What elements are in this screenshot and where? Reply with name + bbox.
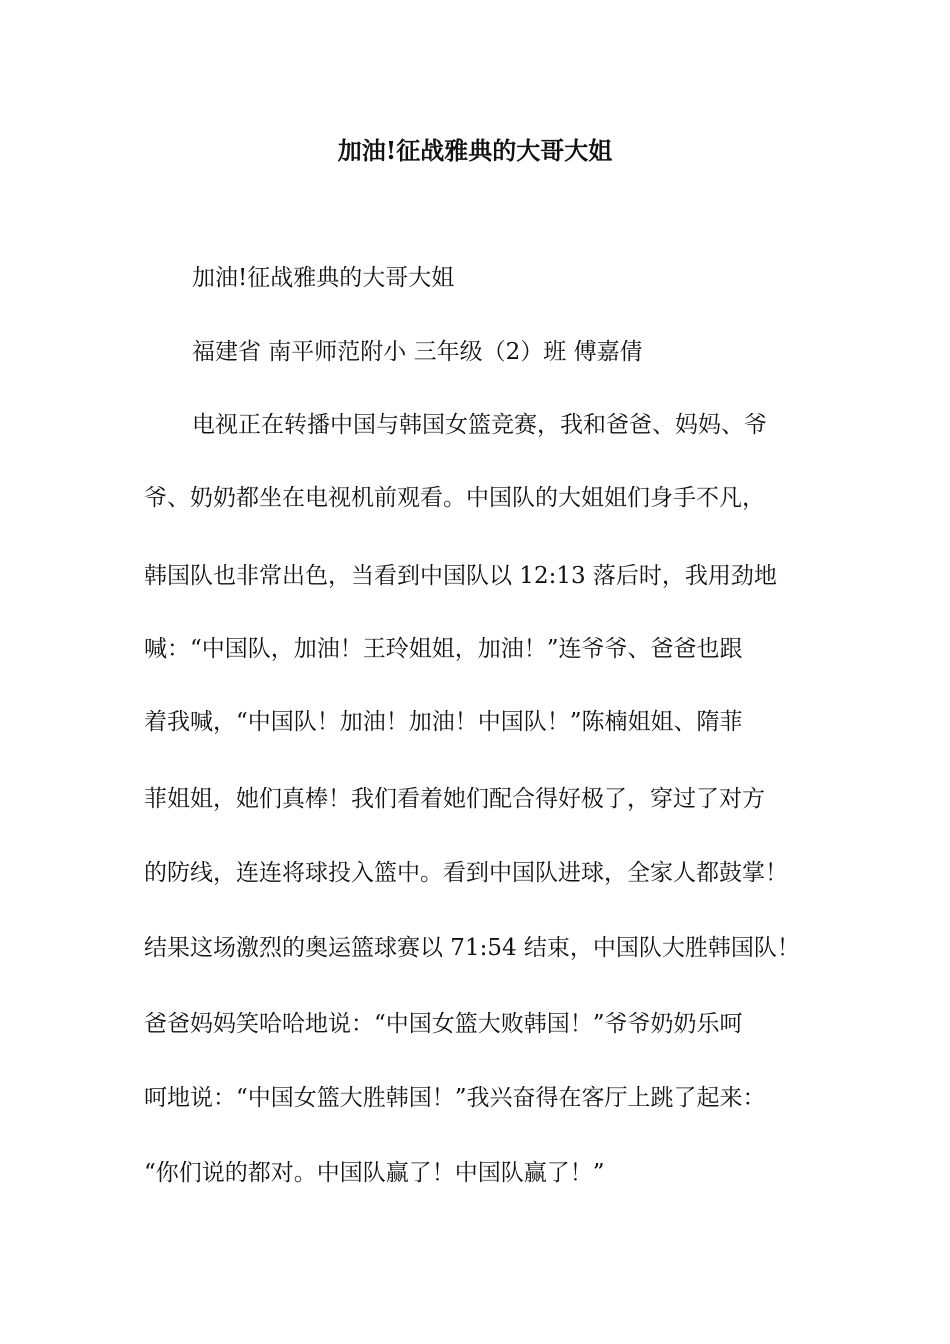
body-line: 呵地说：“中国女篮大胜韩国！”我兴奋得在客厅上跳了起来： [144,1085,766,1111]
body-line: 着我喊，“中国队！加油！加油！中国队！”陈楠姐姐、隋菲 [144,709,743,735]
body-line: “你们说的都对。中国队赢了！中国队赢了！” [144,1160,605,1186]
document-subtitle: 加油!征战雅典的大哥大姐 [192,265,455,291]
body-line: 爷、奶奶都坐在电视机前观看。中国队的大姐姐们身手不凡， [144,485,765,511]
document-title: 加油!征战雅典的大哥大姐 [337,136,613,165]
body-line: 喊：“中国队，加油！王玲姐姐，加油！”连爷爷、爸爸也跟 [144,636,743,662]
author-line: 福建省 南平师范附小 三年级（2）班 傅嘉倩 [192,339,643,365]
body-line: 的防线，连连将球投入篮中。看到中国队进球，全家人都鼓掌！ [144,860,788,886]
body-line: 爸爸妈妈笑哈哈地说：“中国女篮大败韩国！”爷爷奶奶乐呵 [144,1011,743,1037]
body-line: 韩国队也非常出色，当看到中国队以 12:13 落后时，我用劲地 [144,563,777,589]
body-line: 结果这场激烈的奥运篮球赛以 71:54 结束，中国队大胜韩国队！ [144,935,800,961]
body-line: 电视正在转播中国与韩国女篮竞赛，我和爸爸、妈妈、爷 [192,412,767,438]
body-line: 菲姐姐，她们真棒！我们看着她们配合得好极了，穿过了对方 [144,786,765,812]
